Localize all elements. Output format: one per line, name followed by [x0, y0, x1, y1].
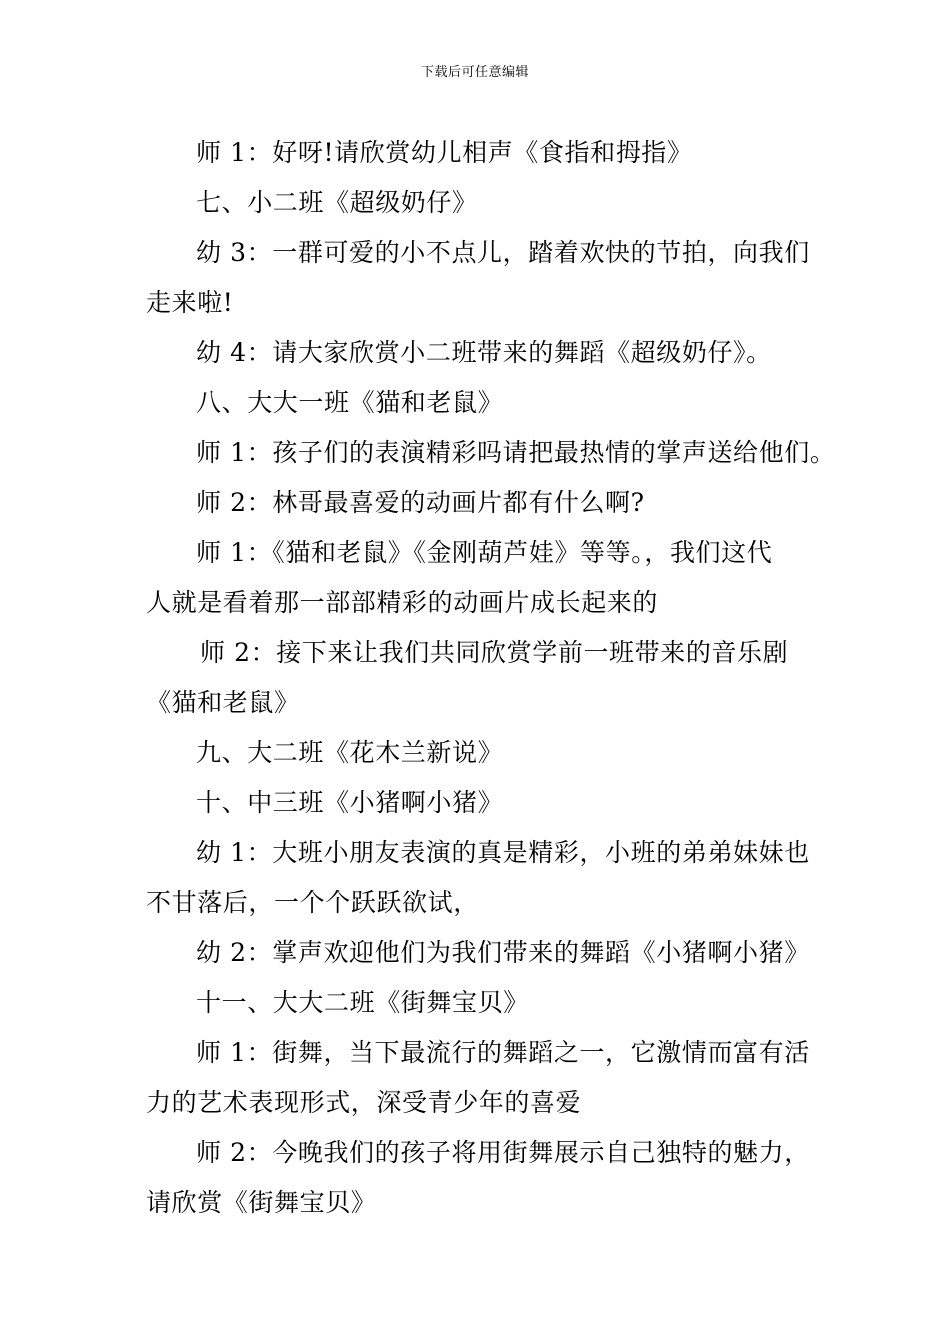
paragraph-line: 师 1：街舞，当下最流行的舞蹈之一，它激情而富有活: [196, 1038, 810, 1067]
paragraph: [146, 528, 826, 628]
paragraph: [146, 478, 826, 528]
paragraph: [146, 828, 826, 928]
paragraph: [146, 428, 836, 478]
paragraph-line: 幼 4：请大家欣赏小二班带来的舞蹈《超级奶仔》。: [196, 338, 772, 367]
section-heading: [146, 978, 826, 1028]
section-heading: [146, 178, 826, 228]
paragraph-line: 师 1：孩子们的表演精彩吗请把最热情的掌声送给他们。: [196, 438, 836, 467]
paragraph-line: 不甘落后，一个个跃跃欲试，: [146, 888, 479, 917]
paragraph-line: 幼 1：大班小朋友表演的真是精彩，小班的弟弟妹妹也: [196, 838, 810, 867]
paragraph-line: 力的艺术表现形式，深受青少年的喜爱: [146, 1088, 582, 1117]
paragraph-line: 人就是看着那一部部精彩的动画片成长起来的: [146, 588, 659, 617]
paragraph-line: 走来啦!: [146, 288, 234, 317]
paragraph: [146, 328, 826, 378]
paragraph: [146, 928, 826, 978]
paragraph: [146, 1028, 826, 1128]
paragraph-line: 十一、大大二班《街舞宝贝》: [196, 988, 529, 1017]
document-body: [146, 128, 836, 1228]
paragraph-line: 师 2：今晚我们的孩子将用街舞展示自己独特的魅力，: [196, 1138, 810, 1167]
paragraph-line: 师 2：林哥最喜爱的动画片都有什么啊?: [196, 488, 645, 517]
paragraph-line: 九、大二班《花木兰新说》: [196, 738, 504, 767]
section-heading: [146, 378, 826, 428]
section-heading: [146, 728, 826, 778]
paragraph: [146, 228, 826, 328]
paragraph-line: 十、中三班《小猪啊小猪》: [196, 788, 504, 817]
paragraph: [146, 628, 826, 728]
section-heading: [146, 778, 826, 828]
paragraph-line: 八、大大一班《猫和老鼠》: [196, 388, 504, 417]
paragraph-line: 师 1：《猫和老鼠》《金刚葫芦娃》等等。，我们这代: [196, 538, 773, 567]
paragraph-line: 七、小二班《超级奶仔》: [196, 188, 478, 217]
paragraph-line: 师 2：接下来让我们共同欣赏学前一班带来的音乐剧: [200, 638, 789, 667]
paragraph-line: 师 1：好呀!请欣赏幼儿相声《食指和拇指》: [196, 138, 693, 167]
paragraph: [146, 128, 826, 178]
paragraph: [146, 1128, 826, 1228]
paragraph-line: 幼 3：一群可爱的小不点儿，踏着欢快的节拍，向我们: [196, 238, 810, 267]
page-header: 下载后可任意编辑: [420, 65, 529, 80]
paragraph-line: 幼 2：掌声欢迎他们为我们带来的舞蹈《小猪啊小猪》: [196, 938, 810, 967]
paragraph-line: 《猫和老鼠》: [146, 688, 300, 717]
paragraph-line: 请欣赏《街舞宝贝》: [146, 1188, 377, 1217]
